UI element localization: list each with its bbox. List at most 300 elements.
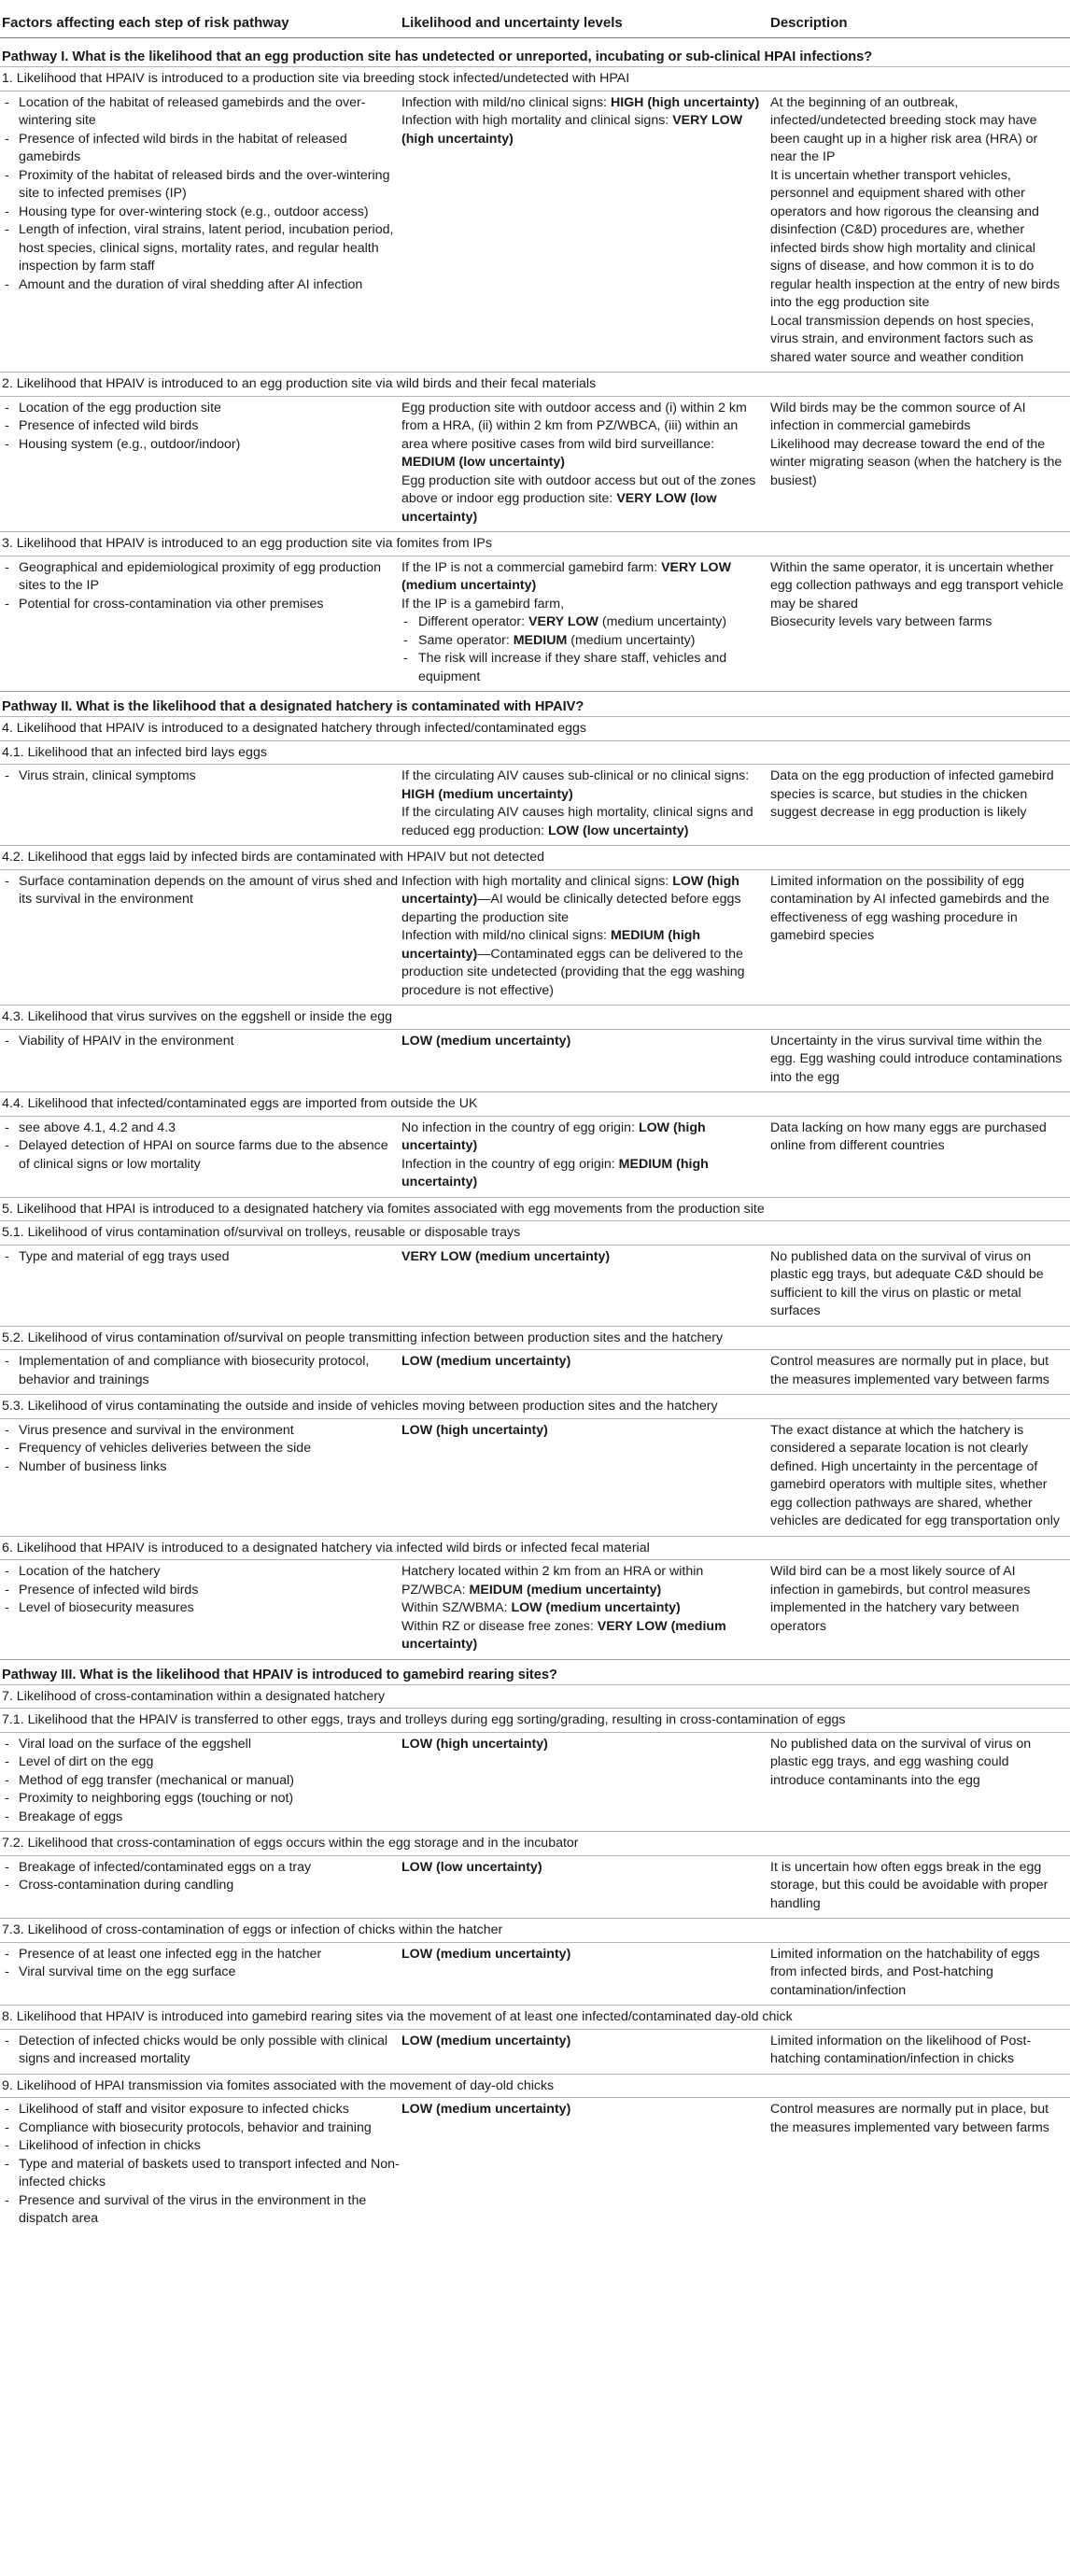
likelihood-entry	[401, 632, 763, 651]
factor-text: Breakage of eggs	[19, 1809, 123, 1824]
factor-text: Viral survival time on the egg surface	[19, 1964, 236, 1979]
table-row	[0, 869, 1070, 1006]
factor-item	[2, 1440, 401, 1458]
header-description: Description	[770, 15, 848, 31]
likelihood-condition: Same operator:	[418, 632, 514, 648]
factors-cell	[0, 1859, 401, 1914]
factor-item	[2, 1946, 401, 1964]
factor-text: Method of egg transfer (mechanical or manual)	[19, 1772, 294, 1788]
description-text: Data lacking on how many eggs are purchased online from different countries	[770, 1119, 1047, 1153]
description-text: At the beginning of an outbreak, infected/undetected breeding stock may have been caught up in a higher risk area (HRA) or near the IP	[770, 94, 1038, 164]
likelihood-entry	[401, 1033, 763, 1051]
description-cell	[770, 767, 1070, 840]
bullet-dash: -	[5, 1772, 9, 1788]
description-text: Uncertainty in the virus survival time within the egg. Egg washing could introduce contaminations into the egg	[770, 1033, 1063, 1085]
factor-item	[2, 2033, 401, 2069]
table-header	[0, 9, 1070, 38]
likelihood-cell	[401, 94, 770, 368]
likelihood-level: HIGH (high uncertainty)	[610, 94, 760, 110]
bullet-dash: -	[5, 1878, 9, 1893]
factor-item	[2, 1599, 401, 1618]
bullet-dash: -	[5, 1964, 9, 1979]
step-heading: 7.3. Likelihood of cross-contamination of eggs or infection of chicks within the hatcher	[0, 1918, 1070, 1942]
likelihood-cell	[401, 400, 770, 528]
likelihood-cell	[401, 767, 770, 840]
factor-text: Geographical and epidemiological proximity of egg production sites to the IP	[19, 559, 382, 593]
description-cell	[770, 1946, 1070, 2001]
likelihood-entry	[401, 1422, 763, 1441]
likelihood-entry	[401, 1119, 763, 1156]
description-text: Data on the egg production of infected gamebird species is scarce, but studies in the chicken suggest decrease in egg production is likely	[770, 768, 1054, 820]
description-text: Limited information on the hatchability of eggs from infected birds, and Post-hatching contamination/infection	[770, 1946, 1040, 1998]
description-cell	[770, 94, 1070, 368]
likelihood-level: LOW (medium uncertainty)	[401, 2102, 571, 2117]
description-cell	[770, 400, 1070, 528]
likelihood-cell	[401, 1946, 770, 2001]
likelihood-entry	[401, 2101, 763, 2119]
likelihood-note: (medium uncertainty)	[598, 614, 727, 629]
table-row	[0, 1349, 1070, 1394]
likelihood-entry	[401, 1353, 763, 1372]
likelihood-entry	[401, 94, 763, 113]
likelihood-cell	[401, 1033, 770, 1088]
description-text: No published data on the survival of virus on plastic egg trays, but adequate C&D should be sufficient to kill the virus on plastic or metal surfaces	[770, 1248, 1044, 1318]
likelihood-level: MEDIUM (low uncertainty)	[401, 455, 565, 470]
description-text: Limited information on the possibility of egg contamination by AI infected gamebirds and the effectiveness of egg washing procedure in gamebird species	[770, 873, 1049, 943]
likelihood-condition: The risk will increase if they share staff, vehicles and equipment	[418, 651, 727, 684]
factor-item	[2, 559, 401, 596]
header-factors: Factors affecting each step of risk pathway	[2, 15, 289, 31]
table-row	[0, 1855, 1070, 1919]
table-row	[0, 1942, 1070, 2006]
likelihood-level: LOW (medium uncertainty)	[401, 1033, 571, 1049]
step-heading: 4. Likelihood that HPAIV is introduced to a designated hatchery through infected/contaminated eggs	[0, 716, 1070, 740]
likelihood-note: (medium uncertainty)	[567, 632, 696, 648]
likelihood-level: VERY LOW (medium uncertainty)	[401, 1618, 726, 1652]
description-text: The exact distance at which the hatchery is considered a separate location is not clearly defined. High uncertainty in the percentage of gamebird operators with multiple sites, whether egg collection pathways are shared, whether vehicles are dedicated for egg transportation only	[770, 1422, 1060, 1528]
header-likelihood: Likelihood and uncertainty levels	[401, 15, 623, 31]
likelihood-level: VERY LOW (high uncertainty)	[401, 113, 743, 147]
factor-text: Type and material of egg trays used	[19, 1248, 230, 1264]
bullet-dash: -	[5, 2033, 9, 2048]
description-text: Control measures are normally put in place, but the measures implemented vary between farms	[770, 1354, 1049, 1387]
factor-item	[2, 1033, 401, 1051]
description-text: Wild bird can be a most likely source of AI infection in gamebirds, but control measures implemented in the hatchery vary between operators	[770, 1564, 1031, 1634]
likelihood-level: LOW (high uncertainty)	[401, 1422, 548, 1438]
bullet-dash: -	[5, 1859, 9, 1875]
factor-text: Presence and survival of the virus in the environment in the dispatch area	[19, 2192, 367, 2226]
bullet-dash: -	[5, 1248, 9, 1264]
factor-item	[2, 1458, 401, 1477]
table-row	[0, 2097, 1070, 2233]
factor-item	[2, 1422, 401, 1441]
likelihood-level: LOW (high uncertainty)	[401, 1119, 706, 1153]
likelihood-level: LOW (medium uncertainty)	[401, 2033, 571, 2048]
likelihood-condition: Infection with mild/no clinical signs:	[401, 928, 611, 943]
likelihood-text	[418, 632, 763, 651]
factor-text: Cross-contamination during candling	[19, 1878, 234, 1893]
factor-text: Likelihood of infection in chicks	[19, 2138, 201, 2153]
factor-text: Presence of infected wild birds	[19, 1582, 199, 1598]
step-heading: 6. Likelihood that HPAIV is introduced to a designated hatchery via infected wild birds or infected fecal material	[0, 1536, 1070, 1560]
likelihood-condition: If the circulating AIV causes high mortality, clinical signs and reduced egg production:	[401, 805, 753, 838]
factor-item	[2, 1582, 401, 1600]
likelihood-entry	[401, 1859, 763, 1878]
step-heading: 4.3. Likelihood that virus survives on the eggshell or inside the egg	[0, 1005, 1070, 1029]
bullet-dash: -	[5, 436, 9, 452]
factor-item	[2, 1772, 401, 1791]
likelihood-cell	[401, 1422, 770, 1531]
likelihood-level: VERY LOW (low uncertainty)	[401, 491, 717, 525]
factor-item	[2, 1809, 401, 1827]
factor-text: Detection of infected chicks would be only possible with clinical signs and increased mortality	[19, 2033, 388, 2066]
factors-cell	[0, 1119, 401, 1192]
likelihood-level: LOW (medium uncertainty)	[511, 1600, 681, 1615]
description-text: Local transmission depends on host species, virus strain, and environment factors such as shared water source and weather condition	[770, 313, 1035, 365]
bullet-dash: -	[5, 204, 9, 219]
likelihood-condition: If the IP is a gamebird farm,	[401, 596, 565, 612]
bullet-dash: -	[5, 768, 9, 783]
likelihood-entry	[401, 613, 763, 632]
description-text: Control measures are normally put in place, but the measures implemented vary between farms	[770, 2102, 1049, 2135]
bullet-dash: -	[5, 1441, 9, 1456]
bullet-dash: -	[5, 2138, 9, 2153]
factor-item	[2, 417, 401, 436]
factor-item	[2, 131, 401, 167]
likelihood-condition: Hatchery located within 2 km from an HRA or within PZ/WBCA:	[401, 1564, 704, 1598]
factor-text: Proximity to neighboring eggs (touching or not)	[19, 1791, 294, 1806]
bullet-dash: -	[5, 1422, 9, 1438]
factor-text: Viral load on the surface of the eggshell	[19, 1736, 251, 1752]
factor-text: Location of the habitat of released gamebirds and the over-wintering site	[19, 94, 366, 128]
likelihood-level: MEDIUM	[513, 632, 568, 648]
bullet-dash: -	[5, 596, 9, 612]
factors-cell	[0, 1353, 401, 1389]
factor-text: Potential for cross-contamination via other premises	[19, 596, 324, 612]
step-heading: 4.2. Likelihood that eggs laid by infected birds are contaminated with HPAIV but not detected	[0, 845, 1070, 869]
bullet-dash: -	[5, 1736, 9, 1752]
factor-text: Delayed detection of HPAI on source farms due to the absence of clinical signs or low mortality	[19, 1138, 388, 1172]
factors-cell	[0, 1563, 401, 1654]
likelihood-level: VERY LOW (medium uncertainty)	[401, 559, 731, 593]
bullet-dash: -	[5, 1138, 9, 1153]
likelihood-entry	[401, 650, 763, 686]
step-heading: 5. Likelihood that HPAI is introduced to a designated hatchery via fomites associated with egg movements from the production site	[0, 1197, 1070, 1221]
bullet-dash: -	[5, 1354, 9, 1369]
likelihood-level: MEDIUM (high uncertainty)	[401, 928, 701, 962]
likelihood-condition: Within RZ or disease free zones:	[401, 1618, 598, 1634]
description-cell	[770, 1353, 1070, 1389]
likelihood-level: LOW (high uncertainty)	[401, 873, 739, 907]
description-text: Wild birds may be the common source of AI infection in commercial gamebirds	[770, 400, 1026, 433]
factor-text: Implementation of and compliance with biosecurity protocol, behavior and trainings	[19, 1354, 370, 1387]
factor-item	[2, 1877, 401, 1895]
description-cell	[770, 2033, 1070, 2069]
likelihood-entry	[401, 927, 763, 1000]
likelihood-cell	[401, 559, 770, 687]
bullet-dash: -	[5, 2102, 9, 2117]
likelihood-entry	[401, 1156, 763, 1192]
table-row	[0, 396, 1070, 532]
step-heading: 3. Likelihood that HPAIV is introduced to an egg production site via fomites from IPs	[0, 531, 1070, 556]
bullet-dash: -	[5, 94, 9, 110]
likelihood-condition: Egg production site with outdoor access and (i) within 2 km from a HRA, (ii) within 2 km from PZ/WBCA, (iii) within an area where positive cases from wild bird surveillance:	[401, 400, 747, 452]
factor-item	[2, 767, 401, 786]
factor-text: Number of business links	[19, 1458, 167, 1474]
factor-text: see above 4.1, 4.2 and 4.3	[19, 1119, 176, 1135]
table-row	[0, 1418, 1070, 1536]
factor-item	[2, 94, 401, 131]
likelihood-cell	[401, 1736, 770, 1827]
factor-text: Presence of infected wild birds in the habitat of released gamebirds	[19, 131, 347, 164]
description-cell	[770, 873, 1070, 1001]
factor-item	[2, 2101, 401, 2119]
factors-cell	[0, 1248, 401, 1321]
description-cell	[770, 1859, 1070, 1914]
likelihood-entry	[401, 400, 763, 472]
likelihood-entry	[401, 596, 763, 614]
bullet-dash: -	[403, 632, 408, 648]
bullet-dash: -	[5, 1754, 9, 1769]
factor-item	[2, 1859, 401, 1878]
factor-text: Compliance with biosecurity protocols, behavior and training	[19, 2119, 372, 2135]
likelihood-level: VERY LOW	[528, 614, 598, 629]
likelihood-entry	[401, 2033, 763, 2051]
description-cell	[770, 1422, 1070, 1531]
factor-item	[2, 1248, 401, 1267]
factor-item	[2, 1563, 401, 1582]
bullet-dash: -	[5, 222, 9, 237]
factor-item	[2, 1790, 401, 1809]
step-heading: 5.2. Likelihood of virus contamination of/survival on people transmitting infection between production sites and the hatchery	[0, 1326, 1070, 1350]
likelihood-entry	[401, 559, 763, 596]
factor-item	[2, 436, 401, 455]
bullet-dash: -	[5, 167, 9, 183]
factor-item	[2, 1964, 401, 1982]
bullet-dash: -	[5, 2119, 9, 2135]
bullet-dash: -	[5, 1600, 9, 1615]
bullet-dash: -	[5, 131, 9, 147]
bullet-dash: -	[5, 1119, 9, 1135]
likelihood-text	[418, 613, 763, 632]
likelihood-condition: Egg production site with outdoor access but out of the zones above or indoor egg production site:	[401, 472, 756, 506]
pathway-heading: Pathway II. What is the likelihood that a designated hatchery is contaminated with HPAIV?	[0, 691, 1070, 716]
likelihood-condition: Different operator:	[418, 614, 529, 629]
table-row	[0, 764, 1070, 845]
factor-text: Viability of HPAIV in the environment	[19, 1033, 234, 1049]
bullet-dash: -	[5, 1564, 9, 1579]
factor-text: Breakage of infected/contaminated eggs on a tray	[19, 1859, 312, 1875]
factor-text: Amount and the duration of viral shedding after AI infection	[19, 276, 363, 292]
description-cell	[770, 2101, 1070, 2229]
factor-text: Housing system (e.g., outdoor/indoor)	[19, 436, 241, 452]
bullet-dash: -	[5, 418, 9, 433]
table-row	[0, 1029, 1070, 1092]
likelihood-level: LOW (low uncertainty)	[547, 823, 689, 838]
likelihood-entry	[401, 1563, 763, 1599]
likelihood-entry	[401, 1599, 763, 1618]
bullet-dash: -	[5, 559, 9, 575]
likelihood-entry	[401, 112, 763, 148]
factor-text: Likelihood of staff and visitor exposure to infected chicks	[19, 2102, 349, 2117]
likelihood-level: MEIDUM (medium uncertainty)	[469, 1582, 662, 1598]
bullet-dash: -	[5, 1033, 9, 1049]
factor-item	[2, 2137, 401, 2156]
factor-item	[2, 2156, 401, 2192]
likelihood-cell	[401, 1119, 770, 1192]
factor-text: Level of biosecurity measures	[19, 1600, 194, 1615]
likelihood-entry	[401, 1618, 763, 1654]
likelihood-level: LOW (medium uncertainty)	[401, 1354, 571, 1369]
factor-item	[2, 1736, 401, 1754]
bullet-dash: -	[5, 1791, 9, 1806]
likelihood-cell	[401, 1353, 770, 1389]
pathway-heading: Pathway III. What is the likelihood that HPAIV is introduced to gamebird rearing sites?	[0, 1659, 1070, 1684]
table-row	[0, 1559, 1070, 1659]
factor-item	[2, 1353, 401, 1389]
likelihood-condition: Infection in the country of egg origin:	[401, 1156, 619, 1172]
likelihood-entry	[401, 1248, 763, 1267]
likelihood-level: MEDIUM (high uncertainty)	[401, 1156, 709, 1189]
likelihood-cell	[401, 2101, 770, 2229]
description-cell	[770, 559, 1070, 687]
step-heading: 7.1. Likelihood that the HPAIV is transferred to other eggs, trays and trolleys during egg sorting/grading, resulting in cross-contamination of eggs	[0, 1708, 1070, 1732]
likelihood-note: —AI would be clinically detected before eggs departing the production site	[401, 892, 741, 925]
likelihood-cell	[401, 2033, 770, 2069]
pathway-heading: Pathway I. What is the likelihood that an egg production site has undetected or unreported, incubating or sub-clinical HPAI infections?	[2, 49, 873, 64]
factor-text: Location of the hatchery	[19, 1564, 161, 1579]
likelihood-entry	[401, 1946, 763, 1964]
factor-text: Presence of infected wild birds	[19, 418, 199, 433]
factor-item	[2, 221, 401, 276]
bullet-dash: -	[5, 1458, 9, 1474]
factors-cell	[0, 2033, 401, 2069]
factors-cell	[0, 1033, 401, 1088]
factor-text: Location of the egg production site	[19, 400, 221, 415]
factor-item	[2, 167, 401, 204]
factor-item	[2, 204, 401, 222]
bullet-dash: -	[5, 873, 9, 889]
factor-item	[2, 400, 401, 418]
description-text: It is uncertain how often eggs break in the egg storage, but this could be avoidable with proper handling	[770, 1859, 1049, 1911]
step-heading: 4.1. Likelihood that an infected bird lays eggs	[0, 740, 1070, 765]
factors-cell	[0, 1736, 401, 1827]
step-heading: 2. Likelihood that HPAIV is introduced to an egg production site via wild birds and their fecal materials	[0, 372, 1070, 396]
likelihood-cell	[401, 1248, 770, 1321]
factor-text: Virus presence and survival in the environment	[19, 1422, 294, 1438]
bullet-dash: -	[5, 2156, 9, 2172]
factors-cell	[0, 873, 401, 1001]
step-heading: 1. Likelihood that HPAIV is introduced to a production site via breeding stock infected/undetected with HPAI	[0, 66, 1070, 91]
table-row	[0, 2029, 1070, 2074]
factors-cell	[0, 400, 401, 528]
step-heading: 8. Likelihood that HPAIV is introduced into gamebird rearing sites via the movement of at least one infected/contaminated day-old chick	[0, 2005, 1070, 2029]
likelihood-condition: If the IP is not a commercial gamebird farm:	[401, 559, 662, 575]
description-cell	[770, 1563, 1070, 1654]
likelihood-cell	[401, 1563, 770, 1654]
likelihood-level: LOW (medium uncertainty)	[401, 1946, 571, 1962]
factor-text: Type and material of baskets used to transport infected and Non-infected chicks	[19, 2156, 400, 2189]
factor-text: Presence of at least one infected egg in the hatcher	[19, 1946, 322, 1962]
likelihood-level: LOW (high uncertainty)	[401, 1736, 548, 1752]
likelihood-condition: Infection with high mortality and clinical signs:	[401, 873, 673, 889]
description-text: Within the same operator, it is uncertain whether egg collection pathways and egg transport vehicle may be shared	[770, 559, 1063, 612]
bullet-dash: -	[403, 651, 408, 666]
bullet-dash: -	[403, 614, 408, 629]
table-row	[0, 1732, 1070, 1832]
description-text: It is uncertain whether transport vehicles, personnel and equipment shared with other operators and how rigorous the cleansing and disinfection (C&D) procedures are, whether infected birds show high mortality and clinical signs of disease, and how common it is to do regular health inspection at the entry of new birds into the egg production site	[770, 167, 1060, 310]
factor-text: Surface contamination depends on the amount of virus shed and its survival in the environment	[19, 873, 399, 907]
factor-item	[2, 1137, 401, 1174]
likelihood-condition: Infection with high mortality and clinical signs:	[401, 113, 673, 128]
factor-item	[2, 873, 401, 909]
factor-item	[2, 1119, 401, 1138]
likelihood-entry	[401, 873, 763, 928]
factor-text: Housing type for over-wintering stock (e.g., outdoor access)	[19, 204, 369, 219]
factor-item	[2, 1753, 401, 1772]
table-row	[0, 1245, 1070, 1326]
description-text: No published data on the survival of virus on plastic egg trays, and egg washing could introduce contaminants into the egg	[770, 1736, 1032, 1788]
step-heading: 7.2. Likelihood that cross-contamination of eggs occurs within the egg storage and in the incubator	[0, 1831, 1070, 1855]
step-heading: 4.4. Likelihood that infected/contaminated eggs are imported from outside the UK	[0, 1091, 1070, 1116]
bullet-dash: -	[5, 1809, 9, 1824]
table-row	[0, 91, 1070, 373]
likelihood-entry	[401, 472, 763, 528]
likelihood-condition: No infection in the country of egg origin:	[401, 1119, 639, 1135]
likelihood-condition: Within SZ/WBMA:	[401, 1600, 512, 1615]
likelihood-cell	[401, 873, 770, 1001]
factors-cell	[0, 1946, 401, 2001]
likelihood-entry	[401, 1736, 763, 1754]
description-cell	[770, 1736, 1070, 1827]
bullet-dash: -	[5, 1946, 9, 1962]
likelihood-condition: If the circulating AIV causes sub-clinical or no clinical signs:	[401, 768, 750, 783]
factors-cell	[0, 94, 401, 368]
table-body	[0, 38, 1070, 2233]
factor-item	[2, 276, 401, 295]
likelihood-text	[418, 650, 763, 686]
step-heading: 9. Likelihood of HPAI transmission via fomites associated with the movement of day-old chicks	[0, 2074, 1070, 2098]
factor-item	[2, 596, 401, 614]
description-cell	[770, 1119, 1070, 1192]
likelihood-entry	[401, 767, 763, 804]
factor-text: Virus strain, clinical symptoms	[19, 768, 196, 783]
bullet-dash: -	[5, 1582, 9, 1598]
description-text: Likelihood may decrease toward the end of the winter migrating season (when the hatchery is the busiest)	[770, 436, 1063, 488]
factor-text: Length of infection, viral strains, latent period, incubation period, host species, clinical signs, mortality rates, and regular health inspection by farm staff	[19, 222, 394, 274]
likelihood-level: LOW (low uncertainty)	[401, 1859, 542, 1875]
factor-text: Frequency of vehicles deliveries between the side	[19, 1441, 312, 1456]
likelihood-level: VERY LOW (medium uncertainty)	[401, 1248, 611, 1264]
description-cell	[770, 1248, 1070, 1321]
factor-item	[2, 2119, 401, 2138]
factor-text: Proximity of the habitat of released birds and the over-wintering site to infected premises (IP)	[19, 167, 390, 201]
table-row	[0, 556, 1070, 692]
likelihood-note: —Contaminated eggs can be delivered to the production site undetected (providing that the egg washing procedure is not effective)	[401, 946, 745, 998]
likelihood-entry	[401, 804, 763, 840]
bullet-dash: -	[5, 276, 9, 292]
factors-cell	[0, 559, 401, 687]
likelihood-cell	[401, 1859, 770, 1914]
step-heading: 7. Likelihood of cross-contamination within a designated hatchery	[0, 1684, 1070, 1709]
description-text: Limited information on the likelihood of Post-hatching contamination/infection in chicks	[770, 2033, 1032, 2066]
bullet-dash: -	[5, 400, 9, 415]
bullet-dash: -	[5, 2192, 9, 2208]
factors-cell	[0, 2101, 401, 2229]
factor-item	[2, 2192, 401, 2229]
description-text: Biosecurity levels vary between farms	[770, 614, 993, 629]
description-cell	[770, 1033, 1070, 1088]
